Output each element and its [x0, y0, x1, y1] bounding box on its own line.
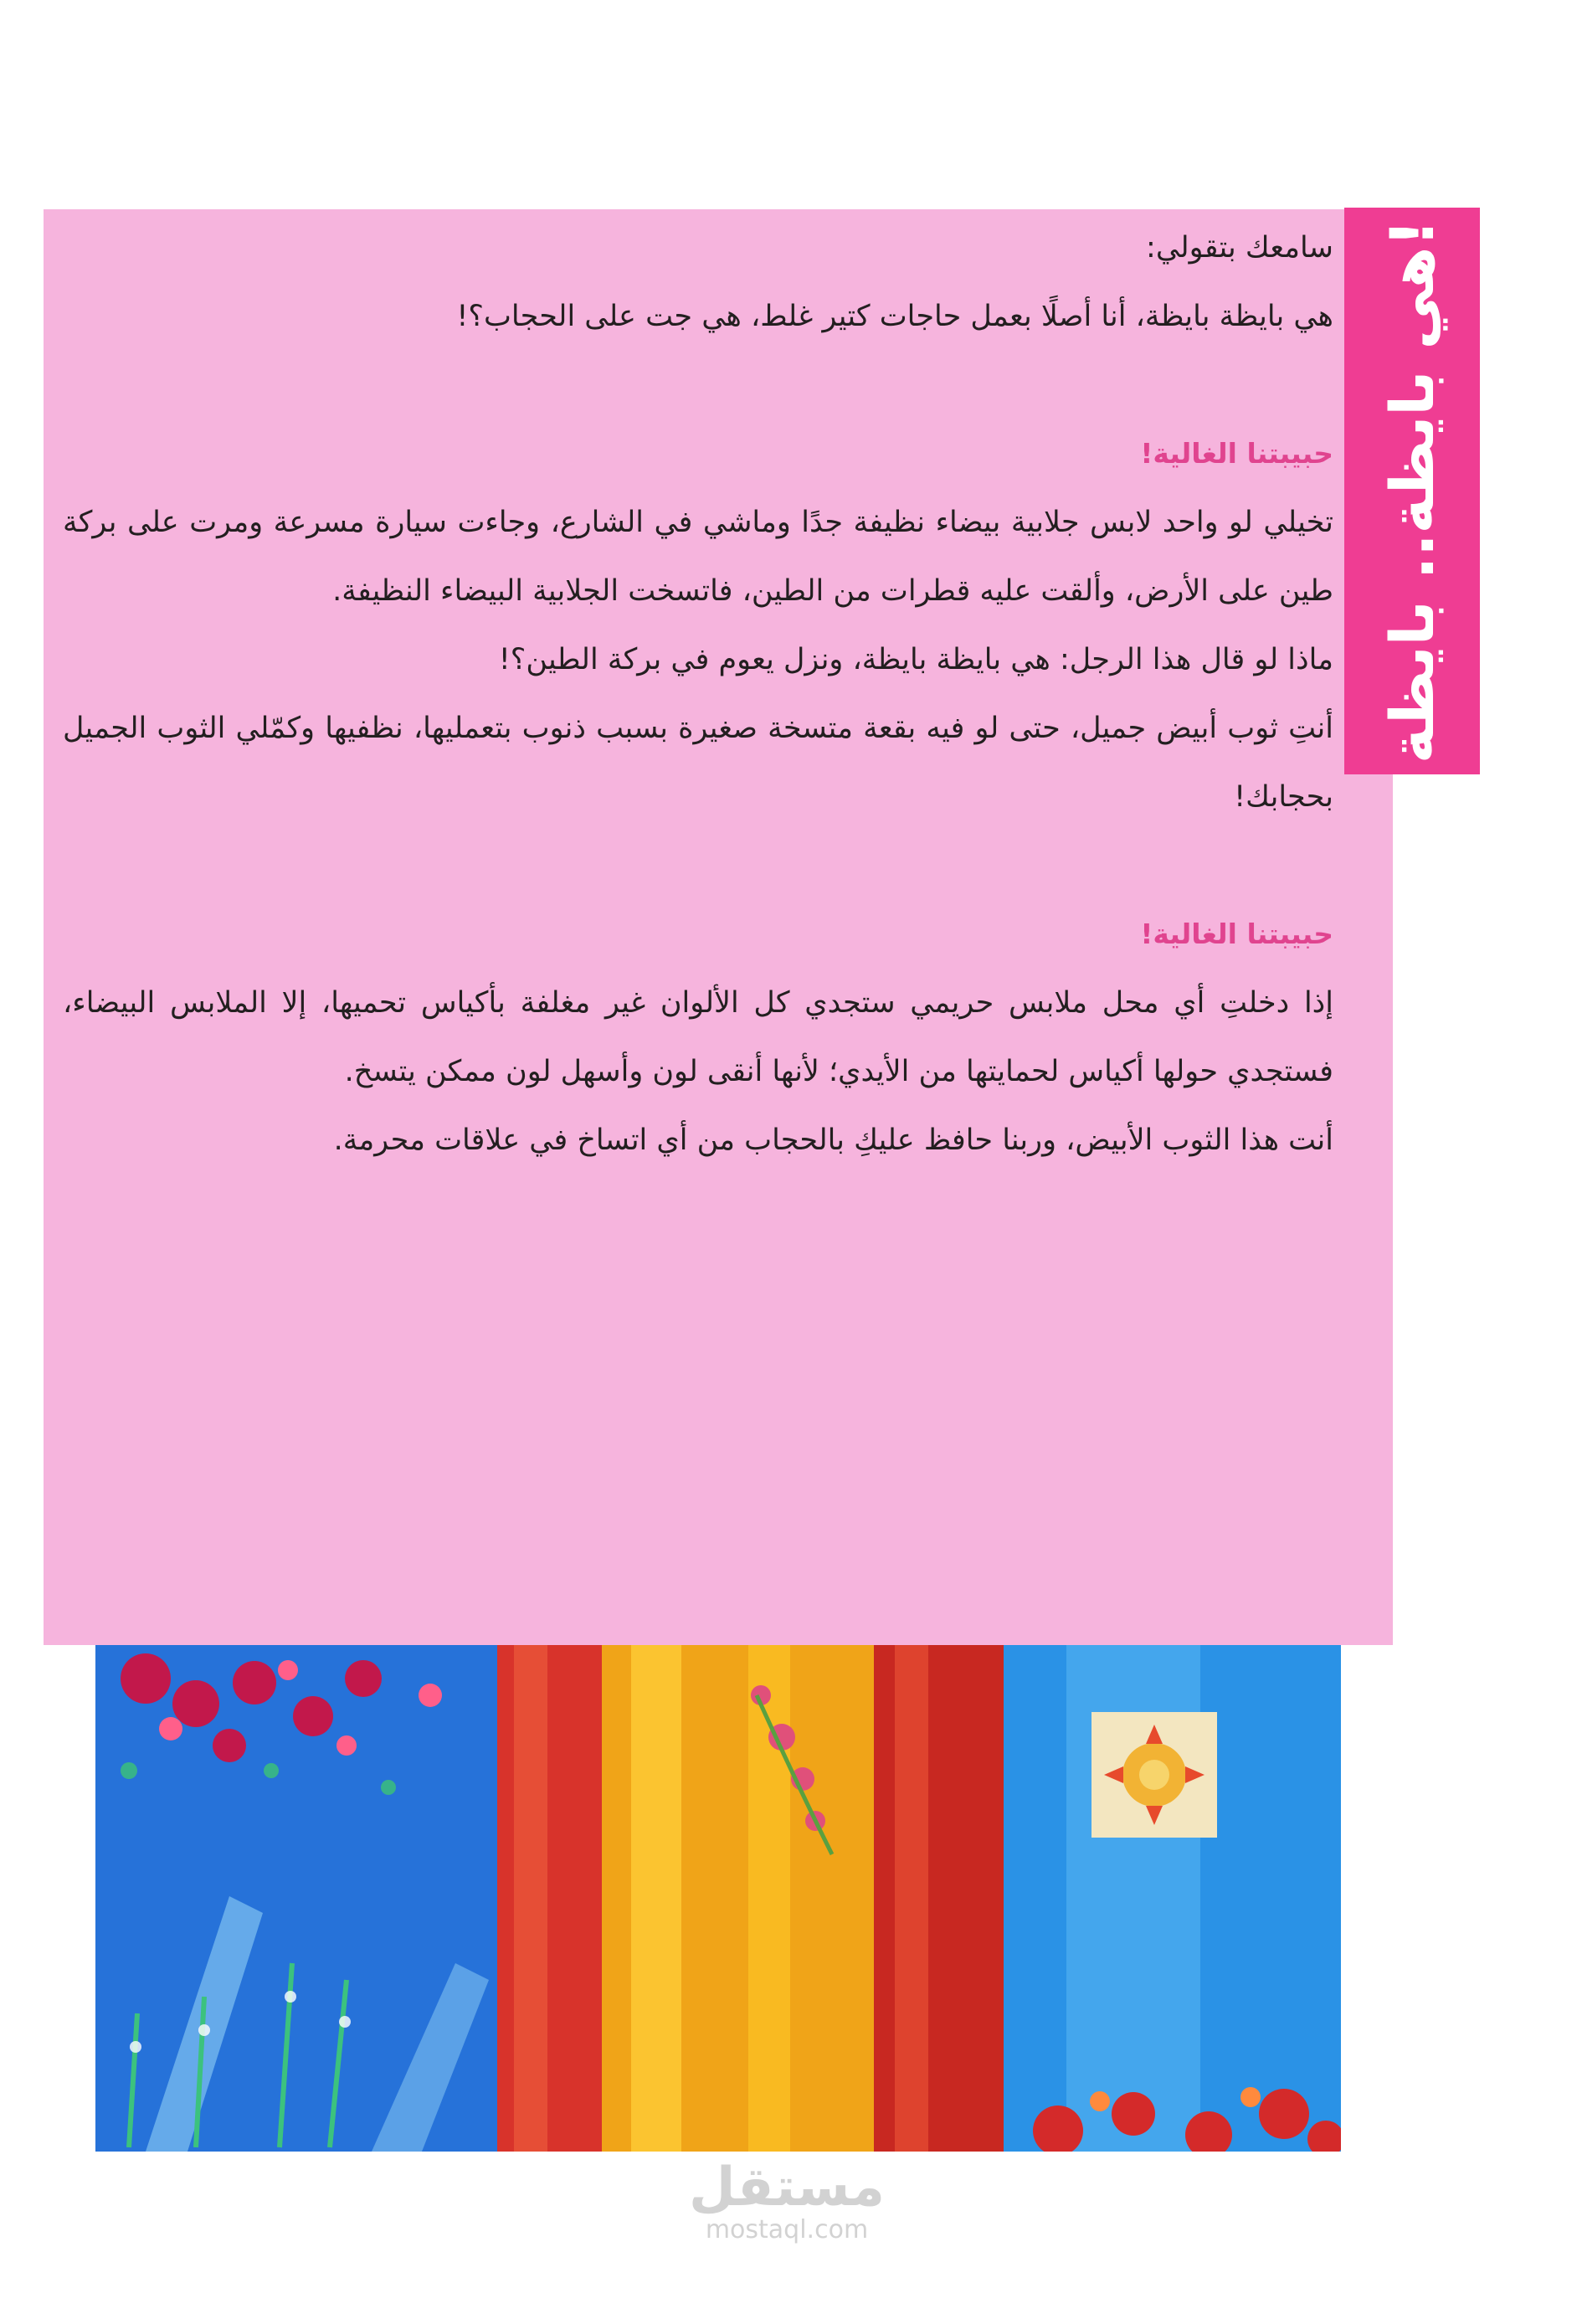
section-2-paragraph-2: أنت هذا الثوب الأبيض، وربنا حافظ عليكِ بالحجاب من أي اتساخ في علاقات محرمة.	[333, 1123, 1333, 1157]
section-2-paragraph-1: إذا دخلتِ أي محل ملابس حريمي ستجدي كل الألوان غير مغلفة بأكياس تحميها، إلا الملابس البيضاء، فستجدي حولها أكياس لحمايتها من الأيدي؛ لأنها أنقى لون وأسهل لون ممكن يتسخ.	[63, 986, 1333, 1088]
section-1-heading: حبيبتنا الغالية!	[1140, 437, 1333, 470]
watermark-arabic: مستقل	[688, 2157, 886, 2219]
intro-line-2: هي بايظة بايظة، أنا أصلًا بعمل حاجات كتير غلط، هي جت على الحجاب؟!	[456, 300, 1333, 333]
article-body	[63, 213, 1333, 1175]
section-1-paragraph-3: أنتِ ثوب أبيض جميل، حتى لو فيه بقعة متسخة صغيرة بسبب ذنوب بتعمليها، نظفيها وكمّلي الثوب الجميل بحجابك!	[63, 712, 1333, 814]
side-title: هي بايظة.. بايظة!	[1377, 219, 1447, 764]
watermark-latin: mostaql.com	[705, 2215, 869, 2245]
intro-line-1: سامعك بتقولي:	[1146, 231, 1333, 265]
mostaql-watermark	[678, 2157, 896, 2245]
section-1-paragraph-1: تخيلي لو واحد لابس جلابية بيضاء نظيفة جدًا وماشي في الشارع، وجاءت سيارة مسرعة ومرت على بركة طين على الأرض، وألقت عليه قطرات من الطين، فاتسخت الجلابية البيضاء النظيفة.	[63, 506, 1333, 608]
painted-doors-image	[95, 1645, 1341, 2152]
section-2-heading: حبيبتنا الغالية!	[1140, 918, 1333, 950]
section-1-paragraph-2: ماذا لو قال هذا الرجل: هي بايظة بايظة، ونزل يعوم في بركة الطين؟!	[498, 643, 1333, 676]
